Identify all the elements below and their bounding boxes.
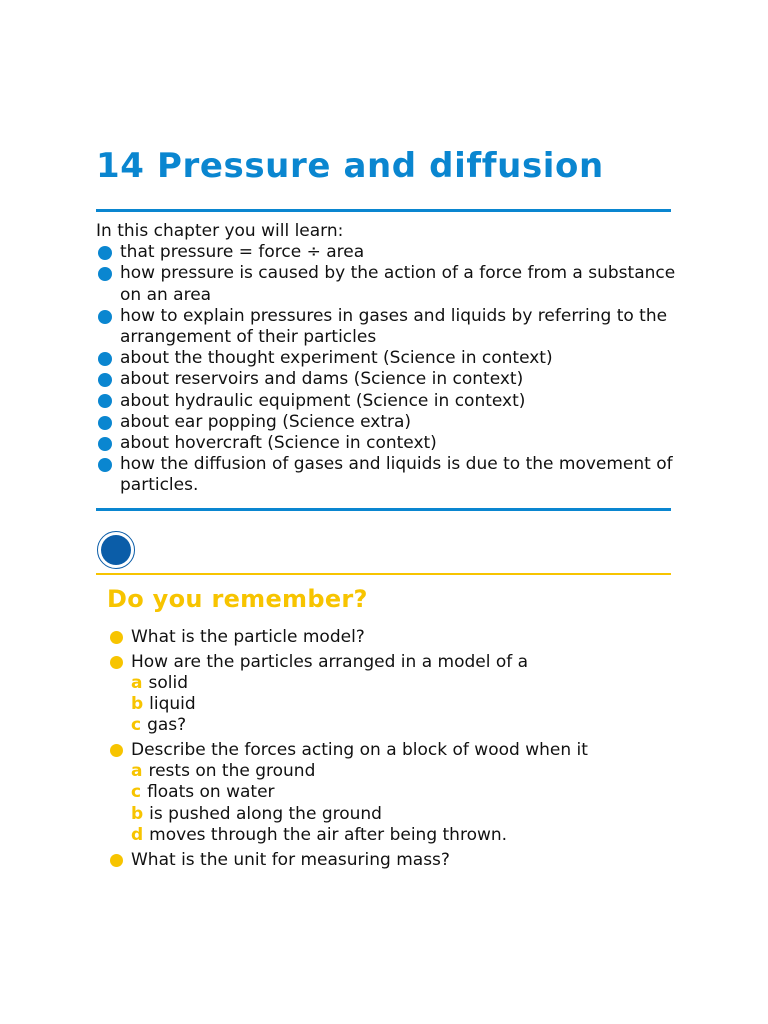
question-text: Describe the forces acting on a block of wood when it (131, 740, 588, 761)
sub-question (131, 694, 678, 715)
sub-letter: c (131, 782, 142, 803)
objective-text: about hydraulic equipment (Science in context) (120, 390, 526, 411)
sub-text: is pushed along the ground (149, 803, 382, 824)
objectives-intro: In this chapter you will learn: (96, 221, 344, 241)
top-divider (96, 209, 671, 212)
sub-question (131, 761, 678, 782)
remember-section (108, 627, 678, 874)
bullet-dot-icon (98, 394, 112, 408)
sub-question-list (131, 673, 678, 737)
bottom-divider (96, 508, 671, 511)
sub-letter: a (131, 761, 143, 782)
sub-question (131, 804, 678, 825)
remember-divider (96, 573, 671, 575)
sub-question (131, 673, 678, 694)
sub-question-list (131, 761, 678, 846)
objectives-list (96, 242, 676, 496)
sub-letter: c (131, 715, 142, 736)
objective-text: about hovercraft (Science in context) (120, 433, 437, 454)
sub-text: gas? (147, 715, 187, 736)
sub-letter: a (131, 672, 143, 693)
sub-letter: b (131, 694, 144, 715)
sub-text: floats on water (147, 782, 275, 803)
bullet-dot-icon (98, 416, 112, 430)
bullet-dot-icon (98, 437, 112, 451)
bullet-dot-icon (98, 246, 112, 260)
objective-text: about ear popping (Science extra) (120, 411, 412, 432)
objective-item (96, 306, 676, 348)
bullet-dot-icon (110, 656, 123, 669)
sub-text: liquid (149, 694, 196, 715)
question-text: What is the particle model? (131, 627, 365, 647)
sub-text: rests on the ground (148, 761, 316, 782)
objective-item (96, 348, 676, 369)
objective-text: that pressure = force ÷ area (120, 242, 365, 263)
question-text: How are the particles arranged in a model of a (131, 651, 529, 672)
question-item (108, 850, 678, 871)
question-text: What is the unit for measuring mass? (131, 849, 450, 870)
sub-text: solid (148, 672, 188, 693)
objective-text: how to explain pressures in gases and liquids by referring to the arrangement of their particles (120, 305, 668, 348)
remember-heading: Do you remember? (107, 585, 368, 613)
learning-objectives (96, 221, 676, 497)
bullet-dot-icon (98, 352, 112, 366)
objective-item (96, 263, 676, 305)
sub-question (131, 715, 678, 736)
section-circle-icon (97, 531, 135, 569)
bullet-dot-icon (98, 373, 112, 387)
objective-text: how the diffusion of gases and liquids is due to the movement of particles. (120, 454, 673, 496)
bullet-dot-icon (110, 744, 123, 757)
page-title: 14 Pressure and diffusion (96, 146, 604, 186)
objective-item (96, 391, 676, 412)
objective-text: about the thought experiment (Science in context) (120, 348, 553, 369)
bullet-dot-icon (98, 267, 112, 281)
question-item (108, 652, 678, 737)
sub-question (131, 782, 678, 803)
question-list (108, 627, 678, 871)
objective-text: about reservoirs and dams (Science in context) (120, 369, 524, 390)
objective-item (96, 242, 676, 263)
sub-question (131, 825, 678, 846)
bullet-dot-icon (98, 458, 112, 472)
bullet-dot-icon (110, 854, 123, 867)
objective-text: how pressure is caused by the action of a force from a substance on an area (120, 263, 676, 305)
bullet-dot-icon (98, 310, 112, 324)
sub-letter: b (131, 803, 144, 824)
objective-item (96, 369, 676, 390)
question-item (108, 740, 678, 846)
objective-item (96, 454, 676, 496)
question-item (108, 627, 678, 648)
sub-text: moves through the air after being thrown. (149, 824, 508, 845)
objective-item (96, 433, 676, 454)
bullet-dot-icon (110, 631, 123, 644)
objective-item (96, 412, 676, 433)
sub-letter: d (131, 824, 144, 845)
